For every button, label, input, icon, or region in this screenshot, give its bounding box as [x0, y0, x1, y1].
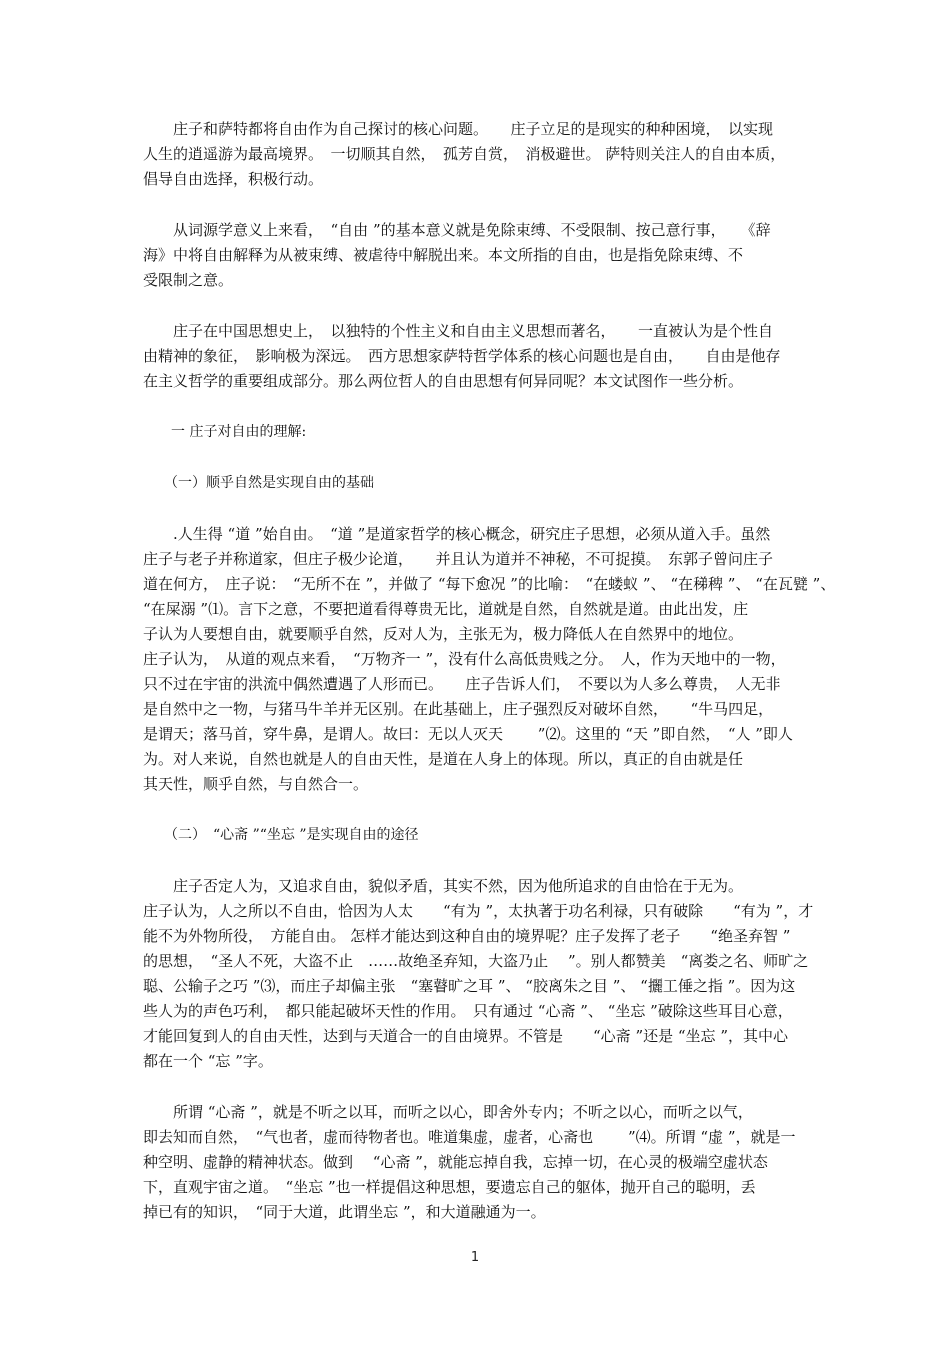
text-line: 其天性，顺乎自然，与自然合一。 — [143, 775, 369, 793]
text-line: 人生的逍遥游为最高境界。 一切顺其自然， 孤芳自赏， 消极避世。 萨特则关注人的自由本质， — [143, 145, 786, 163]
paragraph-spacer — [143, 797, 811, 823]
paragraph-spacer — [143, 1074, 811, 1100]
document-body — [143, 117, 836, 1225]
xinzhai-paragraph — [143, 1100, 811, 1225]
text-line: 能不为外物所役， 方能自由。 怎样才能达到这种自由的境界呢？庄子发挥了老子 “绝圣弃智 ” — [143, 927, 791, 945]
text-line: 的思想， “圣人不死，大盗不止 ……故绝圣弃知，大盗乃止 ”。别人都赞美 “离娄之名、师旷之 — [143, 952, 809, 970]
paragraph-spacer — [143, 848, 811, 874]
text-line: 庄子在中国思想史上， 以独特的个性主义和自由主义思想而著名， 一直被认为是个性自 — [143, 322, 774, 340]
text-line: 海》中将自由解释为从被束缚、被虐待中解脱出来。本文所指的自由，也是指免除束缚、不 — [143, 246, 744, 264]
subsection-2-body — [143, 874, 814, 1074]
page-number: 1 — [470, 1250, 480, 1265]
text-line: 庄子认为，人之所以不自由，恰因为人太 “有为 ”，太执著于功名利禄，只有破除 “有为 ”，才 — [143, 902, 814, 920]
text-line: 下，直观宇宙之道。 “坐忘 ”也一样提倡这种思想，要遗忘自己的躯体，抛开自己的聪明，丢 — [143, 1178, 756, 1196]
text-line: 都在一个 “忘 ”字。 — [143, 1052, 273, 1070]
paragraph-spacer — [143, 394, 811, 420]
text-line: 庄子否定人为，又追求自由，貌似矛盾，其实不然，因为他所追求的自由恰在于无为。 — [143, 877, 744, 895]
text-line: 在主义哲学的重要组成部分。那么两位哲人的自由思想有何异同呢？本文试图作一些分析。 — [143, 372, 744, 390]
subsection-heading-2: （二） “心斋 ”“坐忘 ”是实现自由的途径 — [143, 827, 419, 843]
text-line: 所谓 “心斋 ”，就是不听之以耳，而听之以心，即舍外专内；不听之以心，而听之以气， — [143, 1103, 753, 1121]
text-line: 庄子和萨特都将自由作为自己探讨的核心问题。 庄子立足的是现实的种种困境， 以实现 — [143, 120, 774, 138]
intro-paragraph — [143, 117, 811, 192]
text-line: 子认为人要想自由，就要顺乎自然，反对人为，主张无为，极力降低人在自然界中的地位。 — [143, 625, 744, 643]
text-line: 道在何方， 庄子说： “无所不在 ”，并做了 “每下愈况 ”的比喻： “在蝼蚁 ”、 “在稊稗 ”、 “在瓦甓 ”、 — [143, 575, 836, 593]
text-line: 聪、公输子之巧 ”⑶，而庄子却偏主张 “塞瞽旷之耳 ”、 “胶离朱之目 ”、 “攦工倕之指 ”。因为这 — [143, 977, 796, 995]
text-line: 从词源学意义上来看， “自由 ”的基本意义就是免除束缚、不受限制、按己意行事， 《辞 — [143, 221, 771, 239]
section-heading: 一 庄子对自由的理解: — [143, 424, 307, 440]
text-line: 只不过在宇宙的洪流中偶然遭遇了人形而已。 庄子告诉人们， 不要以为人多么尊贵， 人无非 — [143, 675, 781, 693]
etymology-paragraph — [143, 218, 811, 293]
text-line: 是自然中之一物，与猪马牛羊并无区别。在此基础上，庄子强烈反对破坏自然， “牛马四足， — [143, 700, 774, 718]
text-line: .人生得 “道 ”始自由。 “道 ”是道家哲学的核心概念，研究庄子思想，必须从道入手。虽然 — [143, 525, 771, 543]
text-line: 些人为的声色巧利， 都只能起破坏天性的作用。 只有通过 “心斋 ”、 “坐忘 ”破除这些耳目心意， — [143, 1002, 793, 1020]
text-line: 为。对人来说，自然也就是人的自由天性，是道在人身上的体现。所以，真正的自由就是任 — [143, 750, 744, 768]
paragraph-spacer — [143, 192, 811, 218]
paragraph-spacer — [143, 293, 811, 319]
paragraph-spacer — [143, 496, 811, 522]
text-line: 由精神的象征， 影响极为深远。 西方思想家萨特哲学体系的核心问题也是自由， 自由是他存 — [143, 347, 781, 365]
text-line: 受限制之意。 — [143, 271, 234, 289]
context-paragraph — [143, 319, 811, 394]
subsection-heading-1: （一）顺乎自然是实现自由的基础 — [143, 475, 374, 491]
subsection-1-body — [143, 522, 836, 797]
text-line: 倡导自由选择，积极行动。 — [143, 170, 324, 188]
paragraph-spacer — [143, 445, 811, 471]
text-line: 庄子与老子并称道家，但庄子极少论道， 并且认为道并不神秘，不可捉摸。 东郭子曾问庄子 — [143, 550, 774, 568]
text-line: “在屎溺 ”⑴。言下之意，不要把道看得尊贵无比，道就是自然，自然就是道。由此出发，庄 — [143, 600, 749, 618]
text-line: 掉已有的知识， “同于大道，此谓坐忘 ”，和大道融通为一。 — [143, 1203, 546, 1221]
text-line: 才能回复到人的自由天性，达到与天道合一的自由境界。不管是 “心斋 ”还是 “坐忘 ”，其中心 — [143, 1027, 788, 1045]
text-line: 是谓天；落马首，穿牛鼻，是谓人。故曰：无以人灭天 ”⑵。这里的 “天 ”即自然， “人 ”即人 — [143, 725, 793, 743]
text-line: 庄子认为， 从道的观点来看， “万物齐一 ”，没有什么高低贵贱之分。 人，作为天地中的一物， — [143, 650, 786, 668]
text-line: 即去知而自然， “气也者，虚而待物者也。唯道集虚，虚者，心斋也 ”⑷。所谓 “虚 ”，就是一 — [143, 1128, 796, 1146]
text-line: 种空明、虚静的精神状态。做到 “心斋 ”，就能忘掉自我，忘掉一切，在心灵的极端空虚状态 — [143, 1153, 768, 1171]
